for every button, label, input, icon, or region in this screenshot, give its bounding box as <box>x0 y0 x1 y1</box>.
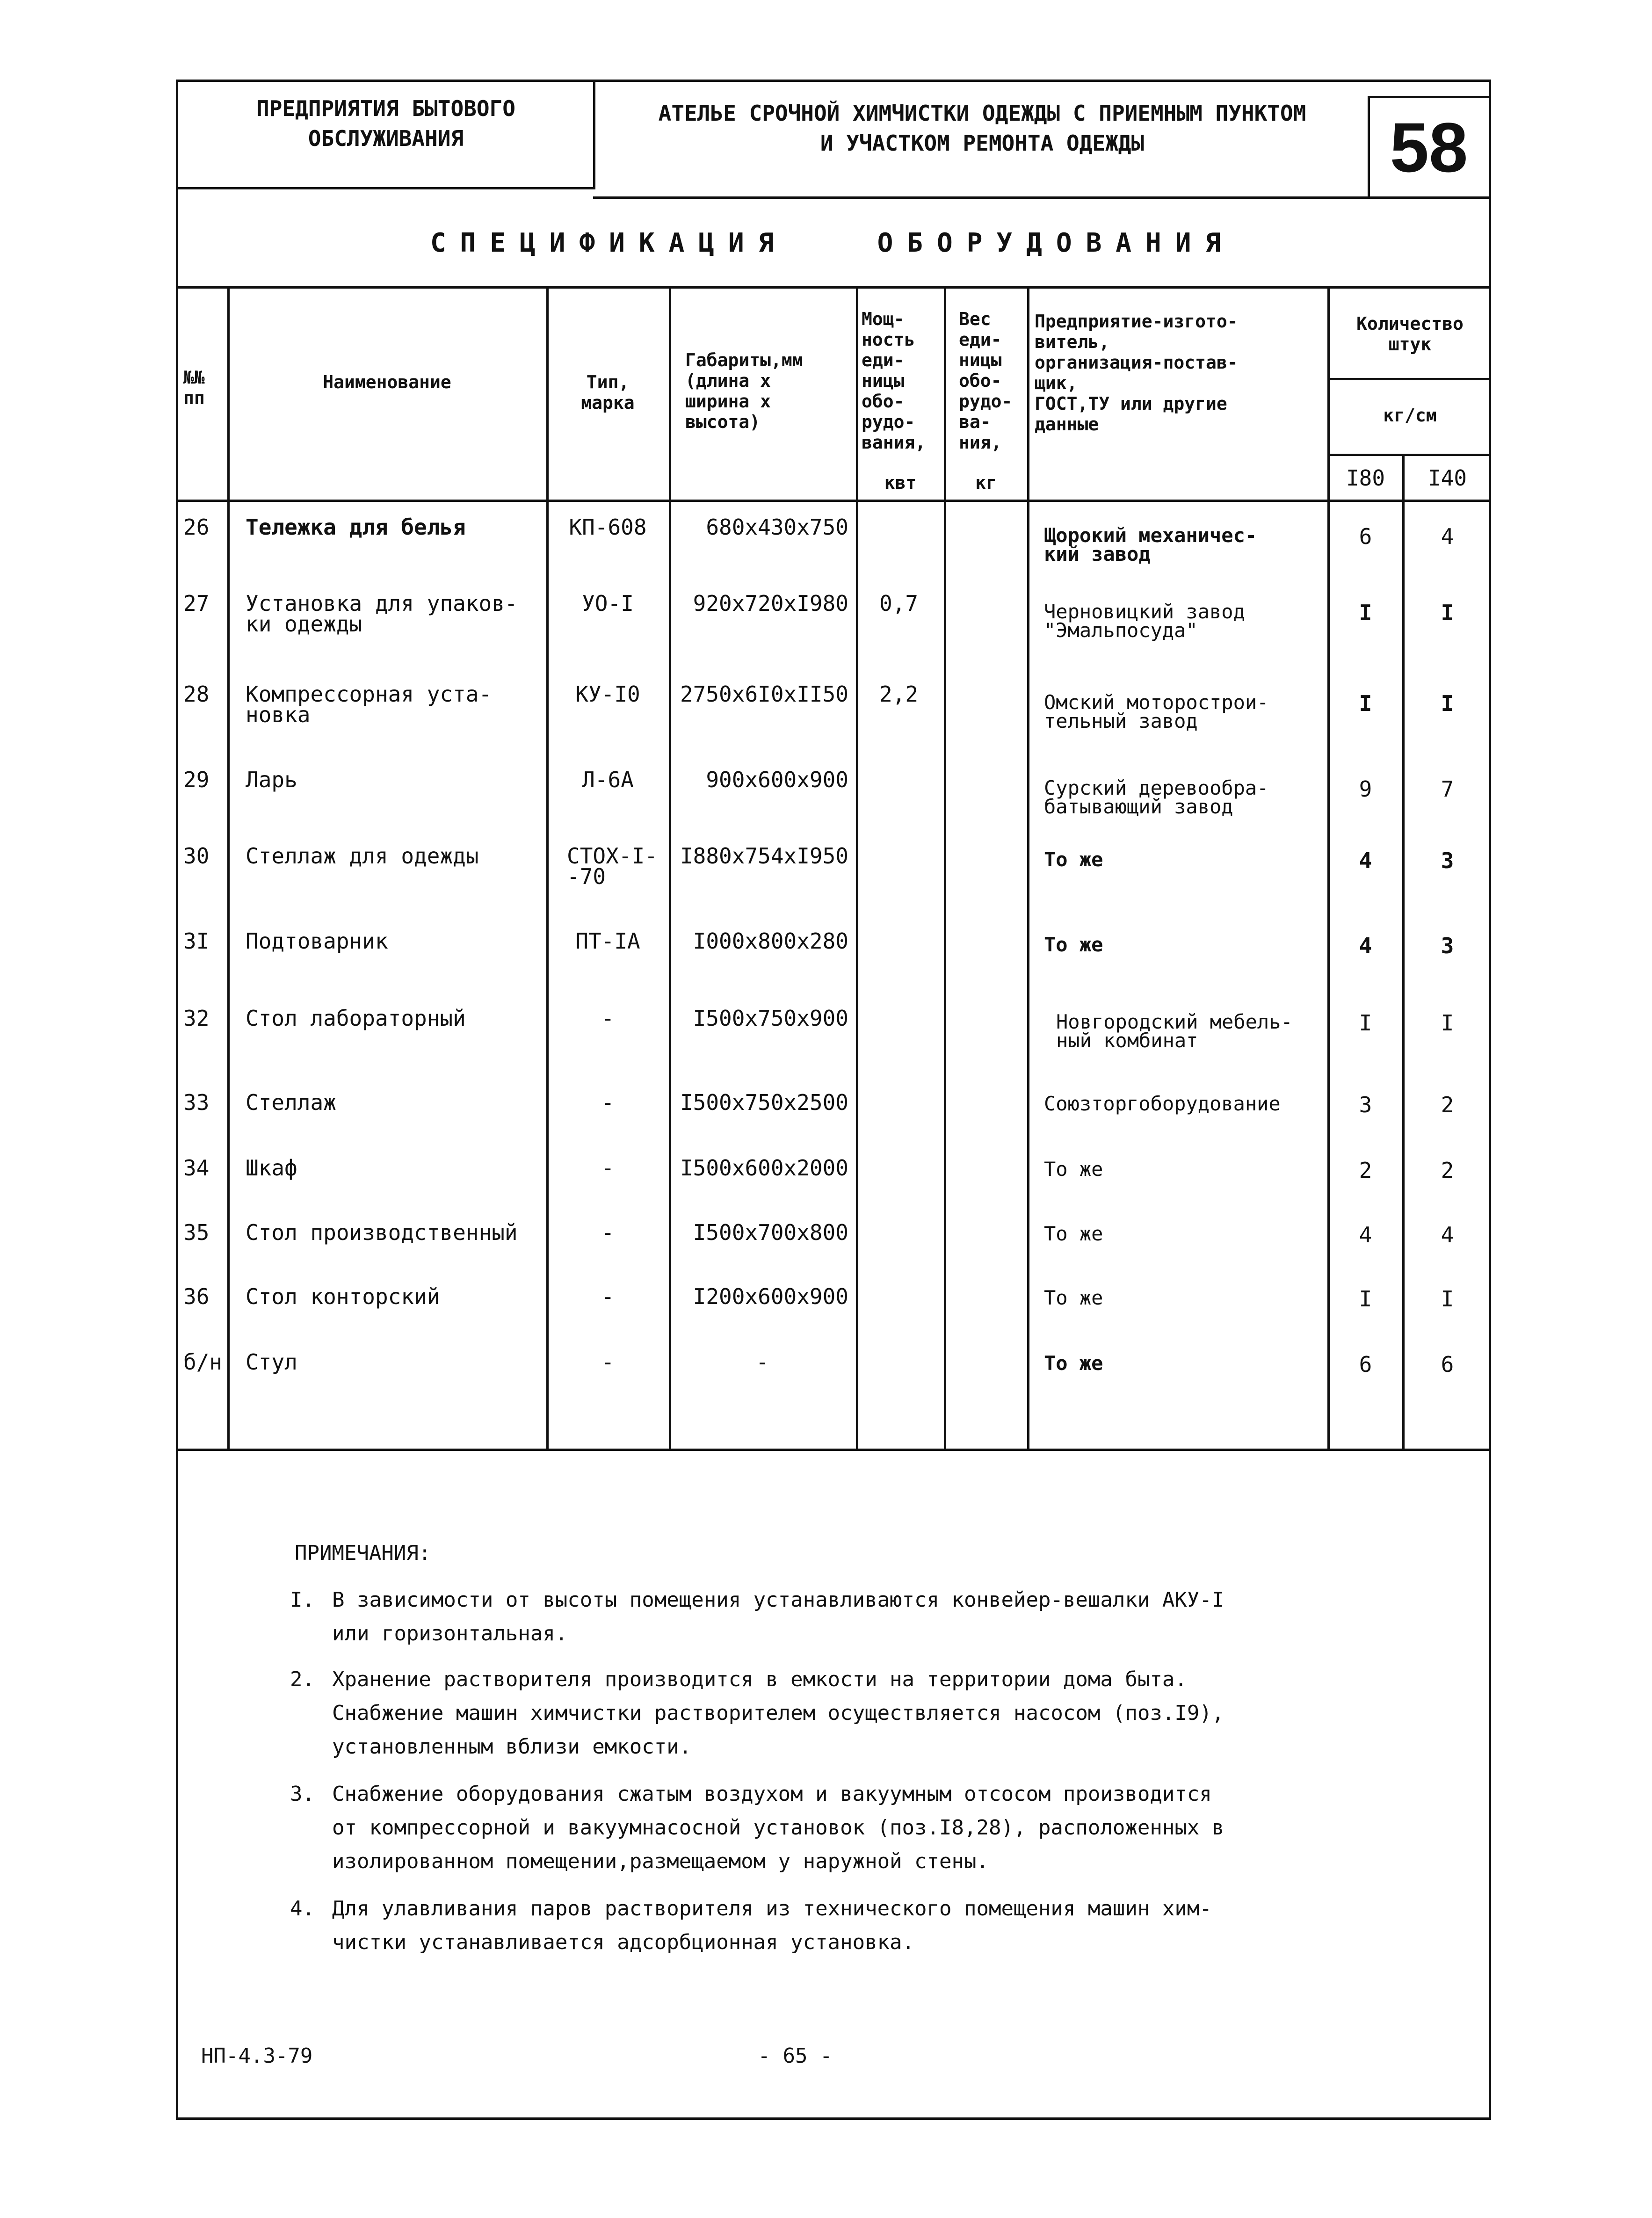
row-qty-2: 2 <box>1441 1092 1454 1117</box>
row-name: Шкаф <box>246 1155 297 1181</box>
header-manufacturer: Предприятие-изгото- витель, организация-постав- щик, ГОСТ,ТУ или другие данные <box>1035 311 1238 435</box>
row-num: 29 <box>183 767 210 792</box>
note-text: Хранение растворителя производится в емкости на территории дома быта. Снабжение машин химчистки растворителем осуществляется насосом (поз.I9), установленным вблизи емкости. <box>332 1667 1225 1759</box>
table-row <box>0 1286 1652 1347</box>
row-dimensions: 900х600х900 <box>706 767 848 792</box>
table-row <box>0 843 1652 921</box>
header-rule <box>593 196 1491 199</box>
row-num: 27 <box>183 591 210 616</box>
row-qty-2: 3 <box>1441 933 1454 958</box>
row-dimensions: I500х750х900 <box>693 1006 848 1031</box>
section-title: СПЕЦИФИКАЦИЯ ОБОРУДОВАНИЯ <box>430 228 1235 258</box>
row-manufacturer: То же <box>1044 933 1103 956</box>
row-qty-2: 6 <box>1441 1352 1454 1377</box>
header-divider <box>1368 96 1370 199</box>
row-manufacturer: То же <box>1044 1222 1103 1245</box>
row-qty-2: 2 <box>1441 1158 1454 1183</box>
note-number: 4. <box>290 1897 315 1921</box>
table-row <box>0 769 1652 844</box>
notes-title: ПРИМЕЧАНИЯ: <box>295 1541 431 1565</box>
row-type: - <box>601 1090 615 1115</box>
note-number: 2. <box>290 1667 315 1691</box>
row-manufacturer: Сурский деревообра- батывающий завод <box>1044 776 1269 818</box>
header-num: №№ пп <box>183 367 205 408</box>
header-type: Тип, марка <box>581 372 635 413</box>
row-power: 2,2 <box>879 681 919 707</box>
table-row <box>0 1349 1652 1413</box>
header-rule <box>176 187 593 189</box>
row-manufacturer: Щорокий механичес- кий завод <box>1044 524 1257 565</box>
row-name: Ларь <box>246 767 297 792</box>
row-dimensions: 2750х6I0хII50 <box>680 681 848 707</box>
row-dimensions: I880х754хI950 <box>680 843 848 869</box>
header-quantity-unit: кг/см <box>1383 405 1437 426</box>
header-rule <box>1368 96 1491 98</box>
row-type: - <box>601 1284 615 1309</box>
row-power: 0,7 <box>879 591 919 616</box>
row-name: Стол производственный <box>246 1220 518 1245</box>
row-dimensions: I000х800х280 <box>693 928 848 954</box>
row-num: б/н <box>183 1349 223 1375</box>
row-num: 3I <box>183 928 210 954</box>
header-power-unit: квт <box>884 472 917 493</box>
row-manufacturer: То же <box>1044 1352 1103 1375</box>
row-type: УО-I <box>582 591 634 616</box>
row-qty-2: I <box>1441 1010 1454 1036</box>
header-weight-unit: кг <box>975 472 997 493</box>
table-row <box>0 1155 1652 1218</box>
row-manufacturer: Черновицкий завод "Эмальпосуда" <box>1044 600 1245 642</box>
row-name: Подтоварник <box>246 928 388 954</box>
table-row <box>0 928 1652 1006</box>
row-num: 36 <box>183 1284 210 1309</box>
row-num: 26 <box>183 515 210 540</box>
row-qty-1: 2 <box>1359 1158 1372 1183</box>
row-num: 30 <box>183 843 210 869</box>
header-power: Мощ- ность еди- ницы обо- рудо- вания, <box>862 309 926 453</box>
row-qty-2: 4 <box>1441 1222 1454 1247</box>
row-name: Стеллаж для одежды <box>246 843 479 869</box>
header-dimensions: Габариты,мм (длина х ширина х высота) <box>685 350 803 432</box>
row-dimensions: I500х750х2500 <box>680 1090 848 1115</box>
note-text: Для улавливания паров растворителя из технического помещения машин хим- чистки устанавливается адсорбционная установка. <box>332 1897 1212 1954</box>
table-row <box>0 1008 1652 1083</box>
row-type: КУ-I0 <box>575 681 640 707</box>
row-qty-2: 4 <box>1441 524 1454 549</box>
row-qty-1: 3 <box>1359 1092 1372 1117</box>
table-top-rule <box>176 286 1491 289</box>
header-quantity-col1: I80 <box>1346 465 1385 491</box>
row-name: Установка для упаков- ки одежды <box>246 591 518 637</box>
row-dimensions: I500х600х2000 <box>680 1155 848 1181</box>
row-manufacturer: То же <box>1044 1286 1103 1309</box>
row-num: 33 <box>183 1090 210 1115</box>
header-divider <box>593 80 595 189</box>
note-text: Снабжение оборудования сжатым воздухом и вакуумным отсосом производится от компрессорной и вакуумнасосной установок (поз.I8,28), расположенных в изолированном помещении,размещаемом у наружной стены. <box>332 1782 1225 1873</box>
row-qty-1: I <box>1359 600 1372 625</box>
table-row <box>0 1092 1652 1153</box>
note-number: 3. <box>290 1782 315 1806</box>
row-qty-1: 4 <box>1359 1222 1372 1247</box>
header-quantity: Количество штук <box>1356 313 1464 355</box>
row-type: Л-6А <box>582 767 634 792</box>
row-qty-2: 7 <box>1441 776 1454 802</box>
row-qty-1: 4 <box>1359 933 1372 958</box>
row-num: 32 <box>183 1006 210 1031</box>
header-quantity-col2: I40 <box>1427 465 1467 491</box>
row-type: КП-608 <box>569 515 647 540</box>
row-name: Стол лабораторный <box>246 1006 466 1031</box>
row-qty-1: I <box>1359 1010 1372 1036</box>
row-qty-2: I <box>1441 1286 1454 1312</box>
table-row <box>0 1222 1652 1283</box>
row-manufacturer: Союзторгоборудование <box>1044 1092 1281 1115</box>
row-type: - <box>601 1349 615 1375</box>
table-row <box>0 593 1652 668</box>
header-bottom-rule <box>176 500 1491 502</box>
row-qty-1: I <box>1359 1286 1372 1312</box>
row-dimensions: I500х700х800 <box>693 1220 848 1245</box>
row-type: СТОХ-I- -70 <box>567 843 658 889</box>
row-dimensions: 680х430х750 <box>706 515 848 540</box>
row-qty-2: 3 <box>1441 848 1454 873</box>
row-num: 34 <box>183 1155 210 1181</box>
row-dimensions: 920х720хI980 <box>693 591 848 616</box>
row-manufacturer: То же <box>1044 848 1103 871</box>
header-name: Наименование <box>323 372 451 392</box>
table-bottom-rule <box>176 1449 1491 1451</box>
header-weight: Вес еди- ницы обо- рудо- ва- ния, <box>959 309 1013 453</box>
note-text: В зависимости от высоты помещения устанавливаются конвейер-вешалки АКУ-I или горизонтальная. <box>332 1588 1225 1645</box>
row-manufacturer: Новгородский мебель- ный комбинат <box>1056 1010 1293 1052</box>
row-name: Стеллаж <box>246 1090 336 1115</box>
document-code: НП-4.3-79 <box>201 2044 313 2068</box>
sheet-number: 58 <box>1390 108 1468 187</box>
row-manufacturer: Омский моторострои- тельный завод <box>1044 691 1269 732</box>
row-qty-1: 6 <box>1359 524 1372 549</box>
row-manufacturer: То же <box>1044 1158 1103 1181</box>
row-name: Стул <box>246 1349 297 1375</box>
row-dimensions: I200х600х900 <box>693 1284 848 1309</box>
row-type: - <box>601 1155 615 1181</box>
organization-title: ПРЕДПРИЯТИЯ БЫТОВОГО ОБСЛУЖИВАНИЯ <box>256 96 515 151</box>
row-qty-2: I <box>1441 691 1454 716</box>
table-row <box>0 517 1652 592</box>
project-title: АТЕЛЬЕ СРОЧНОЙ ХИМЧИСТКИ ОДЕЖДЫ С ПРИЕМНЫМ ПУНКТОМ И УЧАСТКОМ РЕМОНТА ОДЕЖДЫ <box>658 101 1306 156</box>
row-qty-1: 4 <box>1359 848 1372 873</box>
row-qty-1: 9 <box>1359 776 1372 802</box>
row-name: Тележка для белья <box>246 515 466 540</box>
row-num: 35 <box>183 1220 210 1245</box>
row-qty-1: 6 <box>1359 1352 1372 1377</box>
row-type: - <box>601 1220 615 1245</box>
row-qty-1: I <box>1359 691 1372 716</box>
row-num: 28 <box>183 681 210 707</box>
table-row <box>0 681 1652 759</box>
qty-header-rule <box>1327 378 1491 380</box>
row-name: Компрессорная уста- новка <box>246 681 492 727</box>
row-type: ПТ-IА <box>575 928 640 954</box>
row-dimensions: - <box>756 1349 769 1375</box>
page-number: - 65 - <box>758 2044 833 2068</box>
note-number: I. <box>290 1588 315 1612</box>
row-qty-2: I <box>1441 600 1454 625</box>
qty-header-rule <box>1327 454 1491 456</box>
row-name: Стол конторский <box>246 1284 440 1309</box>
row-type: - <box>601 1006 615 1031</box>
